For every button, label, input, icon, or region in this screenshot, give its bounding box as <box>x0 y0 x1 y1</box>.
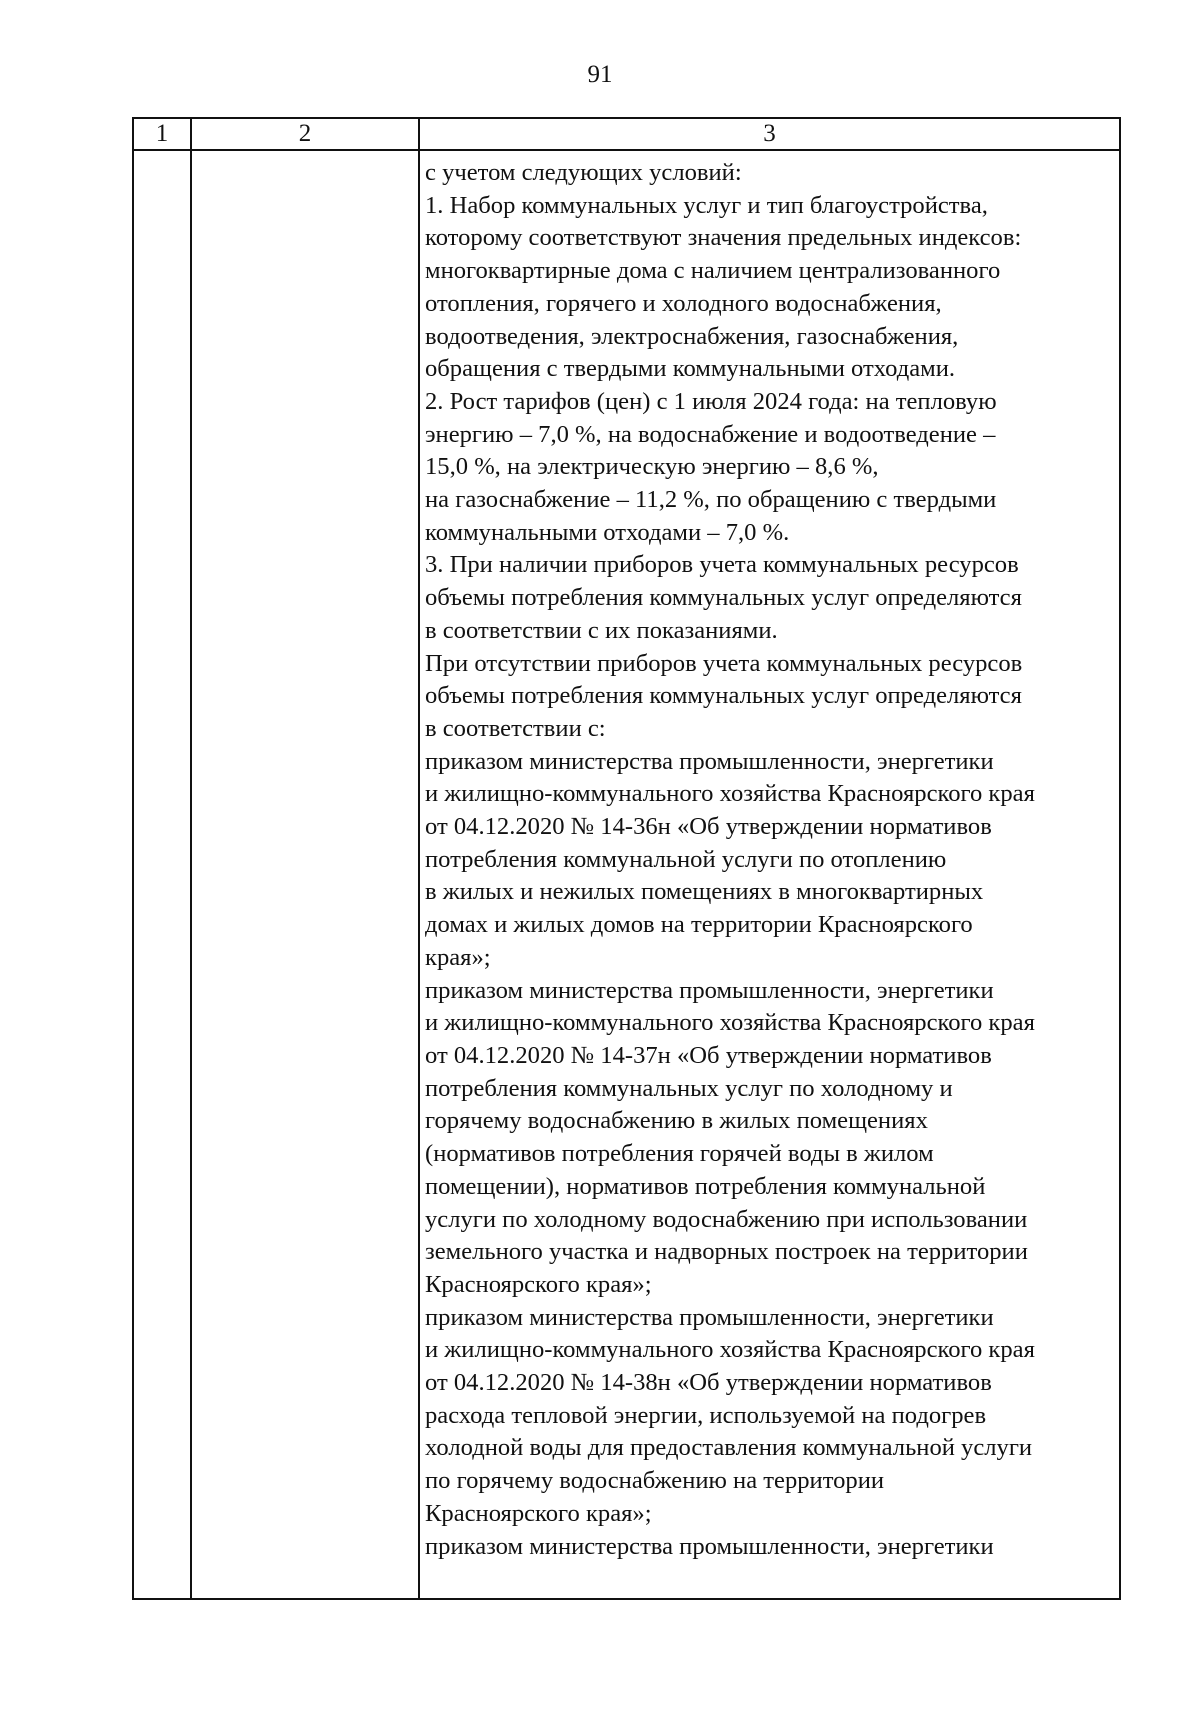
text-line: 3. При наличии приборов учета коммунальных ресурсов <box>425 551 1019 579</box>
table-row <box>133 150 1120 1599</box>
text-line: по горячему водоснабжению на территории <box>425 1467 885 1495</box>
column-header-1: 1 <box>133 118 191 150</box>
column-2-cell <box>191 150 419 1599</box>
text-line: на газоснабжение – 11,2 %, по обращению с твердыми <box>425 486 997 514</box>
text-line: в жилых и нежилых помещениях в многоквартирных <box>425 878 984 906</box>
text-line: горячему водоснабжению в жилых помещениях <box>425 1107 928 1135</box>
text-line: приказом министерства промышленности, энергетики <box>425 976 994 1004</box>
column-header-3: 3 <box>419 118 1120 150</box>
text-line: в соответствии с их показаниями. <box>425 616 778 644</box>
document-table <box>132 117 1121 1600</box>
text-line: в соответствии с: <box>425 714 606 742</box>
text-line: обращения с твердыми коммунальными отходами. <box>425 355 956 383</box>
text-line: водоотведения, электроснабжения, газоснабжения, <box>425 322 959 350</box>
text-line: приказом министерства промышленности, энергетики <box>425 1303 994 1331</box>
text-line: и жилищно-коммунального хозяйства Красноярского края <box>425 780 1035 808</box>
table-header-row <box>133 118 1120 150</box>
text-line: потребления коммунальных услуг по холодному и <box>425 1074 953 1102</box>
text-line: Красноярского края»; <box>425 1499 652 1527</box>
text-line: При отсутствии приборов учета коммунальных ресурсов <box>425 649 1023 677</box>
column-1-cell <box>133 150 191 1599</box>
text-line: потребления коммунальной услуги по отоплению <box>425 845 947 873</box>
text-line: объемы потребления коммунальных услуг определяются <box>425 682 1022 710</box>
text-line: (нормативов потребления горячей воды в жилом <box>425 1140 934 1168</box>
text-line: 2. Рост тарифов (цен) с 1 июля 2024 года: на тепловую <box>425 387 997 415</box>
text-line: объемы потребления коммунальных услуг определяются <box>425 584 1022 612</box>
text-line: многоквартирные дома с наличием централизованного <box>425 257 1001 285</box>
text-line: и жилищно-коммунального хозяйства Красноярского края <box>425 1009 1035 1037</box>
text-line: Красноярского края»; <box>425 1270 652 1298</box>
text-line: холодной воды для предоставления коммунальной услуги <box>425 1434 1033 1462</box>
text-line: и жилищно-коммунального хозяйства Красноярского края <box>425 1336 1035 1364</box>
text-line: расхода тепловой энергии, используемой на подогрев <box>425 1401 987 1429</box>
text-line: 1. Набор коммунальных услуг и тип благоустройства, <box>425 191 988 219</box>
text-line: услуги по холодному водоснабжению при использовании <box>425 1205 1028 1233</box>
text-line: приказом министерства промышленности, энергетики <box>425 1532 994 1560</box>
text-line: домах и жилых домов на территории Красноярского <box>425 911 973 939</box>
column-header-2: 2 <box>191 118 419 150</box>
column-3-text <box>420 151 1119 1563</box>
text-line: отопления, горячего и холодного водоснабжения, <box>425 289 942 317</box>
text-line: приказом министерства промышленности, энергетики <box>425 747 994 775</box>
text-line: энергию – 7,0 %, на водоснабжение и водоотведение – <box>425 420 996 448</box>
text-line: края»; <box>425 943 491 971</box>
text-line: с учетом следующих условий: <box>425 159 742 186</box>
text-line: которому соответствуют значения предельных индексов: <box>425 224 1022 252</box>
page-number: 91 <box>587 61 613 88</box>
text-line: коммунальными отходами – 7,0 %. <box>425 518 790 546</box>
text-line: помещении), нормативов потребления коммунальной <box>425 1172 986 1200</box>
text-line: от 04.12.2020 № 14-37н «Об утверждении нормативов <box>425 1041 992 1069</box>
text-line: земельного участка и надворных построек на территории <box>425 1238 1028 1266</box>
text-line: от 04.12.2020 № 14-38н «Об утверждении нормативов <box>425 1369 992 1397</box>
text-line: от 04.12.2020 № 14-36н «Об утверждении нормативов <box>425 813 992 841</box>
text-line: 15,0 %, на электрическую энергию – 8,6 %, <box>425 453 879 481</box>
column-3-cell <box>419 150 1120 1599</box>
